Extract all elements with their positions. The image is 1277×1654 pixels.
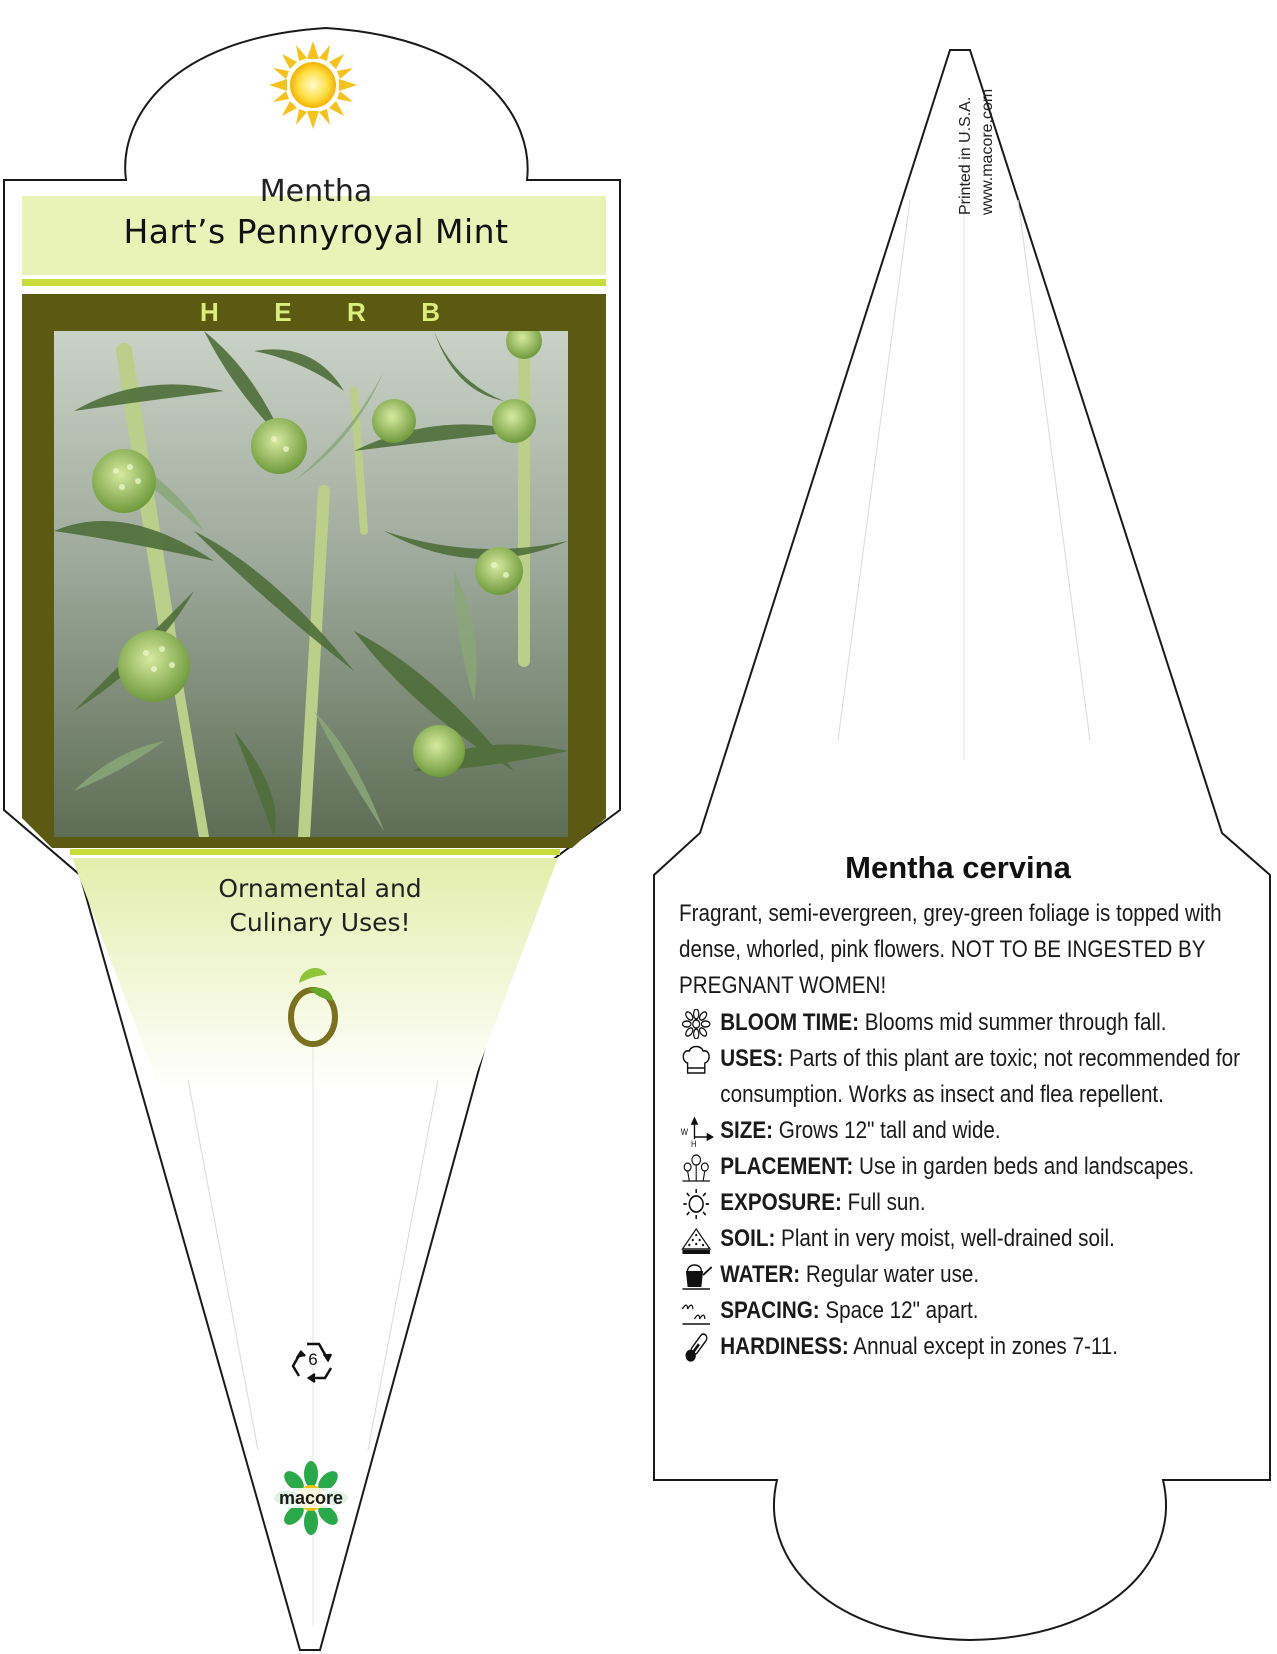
feature-text: Space 12" apart. <box>825 1297 979 1324</box>
tagline-line-2: Culinary Uses! <box>229 908 411 937</box>
feature-bloom-time <box>679 1005 1259 1041</box>
tagline-line-1: Ornamental and <box>218 874 422 903</box>
botanical-name: Mentha cervina <box>845 850 1071 885</box>
category-label <box>200 297 440 328</box>
placement-icon <box>679 1153 713 1183</box>
feature-text: Plant in very moist, well-drained soil. <box>781 1225 1115 1252</box>
front-common-name: Hart’s Pennyroyal Mint <box>123 212 509 251</box>
feature-label: WATER: <box>720 1261 801 1288</box>
feature-uses <box>679 1041 1259 1113</box>
category-letter: R <box>347 297 366 327</box>
feature-text: Regular water use. <box>805 1261 980 1288</box>
recycle-code: 6 <box>308 1350 318 1369</box>
plant-description: Fragrant, semi-evergreen, grey-green foliage is topped with dense, whorled, pink flowers. NOT TO BE INGESTED BY PREGNANT WOMEN! <box>679 900 1222 999</box>
feature-soil <box>679 1221 1259 1257</box>
feature-label: SIZE: <box>720 1117 774 1144</box>
spacing-icon <box>679 1297 713 1327</box>
svg-text:W: W <box>680 1126 689 1138</box>
feature-label: HARDINESS: <box>720 1333 849 1360</box>
back-tag-outline <box>654 50 1270 1640</box>
feature-hardiness <box>679 1329 1259 1365</box>
flower-icon <box>679 1009 713 1039</box>
feature-text: Blooms mid summer through fall. <box>864 1009 1167 1036</box>
frame-underline <box>70 849 560 855</box>
chef-hat-icon <box>679 1045 713 1075</box>
svg-text:H: H <box>691 1138 697 1147</box>
title-underline <box>22 279 606 286</box>
category-letter: E <box>274 297 292 327</box>
front-genus: Mentha <box>259 174 373 209</box>
brand-name: macore <box>278 1488 344 1508</box>
feature-list <box>679 1005 1259 1365</box>
feature-spacing <box>679 1293 1259 1329</box>
feature-text: Grows 12" tall and wide. <box>778 1117 1001 1144</box>
size-icon <box>679 1117 713 1147</box>
feature-text: Parts of this plant are toxic; not recommended for consumption. Works as insect and flea repellent. <box>720 1045 1240 1108</box>
category-letter: H <box>200 297 219 327</box>
watering-can-icon <box>679 1261 713 1291</box>
front-tagline <box>140 872 500 940</box>
print-line-2: www.macore.com <box>979 88 996 215</box>
plant-photo <box>54 331 568 837</box>
feature-water <box>679 1257 1259 1293</box>
feature-placement <box>679 1149 1259 1185</box>
sun-icon <box>269 41 357 129</box>
feature-label: PLACEMENT: <box>720 1153 854 1180</box>
feature-label: BLOOM TIME: <box>720 1009 860 1036</box>
feature-label: SPACING: <box>720 1297 820 1324</box>
sun-icon <box>679 1189 713 1219</box>
feature-text: Full sun. <box>847 1189 926 1216</box>
soil-icon <box>679 1225 713 1255</box>
feature-size <box>679 1113 1259 1149</box>
feature-text: Annual except in zones 7-11. <box>853 1333 1118 1360</box>
feature-label: USES: <box>720 1045 784 1072</box>
print-note <box>955 15 999 215</box>
feature-label: SOIL: <box>720 1225 776 1252</box>
thermometer-icon <box>679 1333 713 1363</box>
feature-label: EXPOSURE: <box>720 1189 842 1216</box>
print-line-1: Printed in U.S.A. <box>957 96 974 215</box>
feature-text: Use in garden beds and landscapes. <box>859 1153 1195 1180</box>
category-letter: B <box>421 297 440 327</box>
feature-exposure <box>679 1185 1259 1221</box>
